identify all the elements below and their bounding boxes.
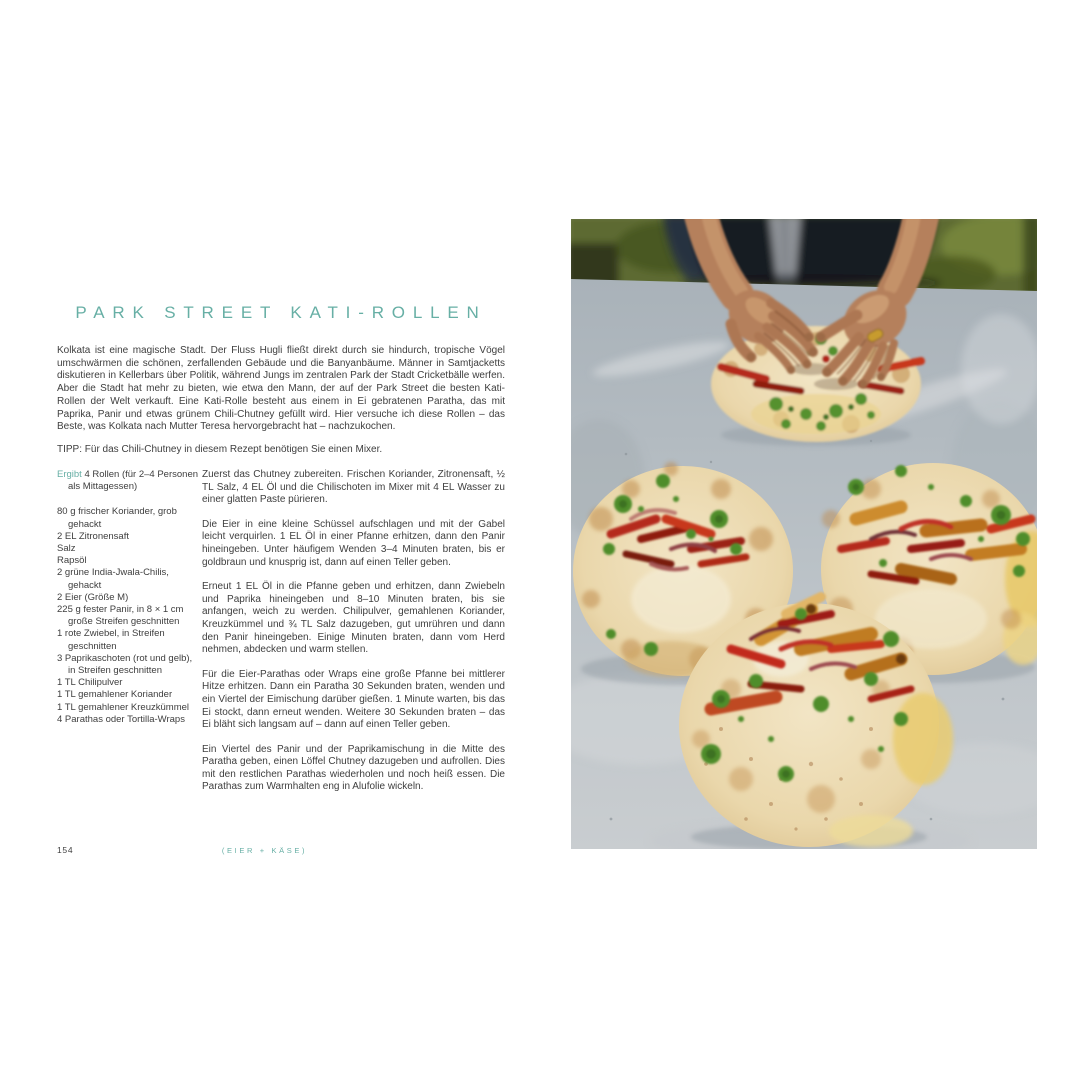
method-paragraph: Für die Eier-Parathas oder Wraps eine große Pfanne bei mittlerer Hitze erhitzen. Dann ein Paratha 30 Sekunden braten, wenden und ein Viertel der Eimischung darüber gießen. 1 Minute warten, bis das Ei stockt, dann erneut wenden. Weitere 30 Sekunden braten – das Ei bläht sich langsam auf – dann auf einen Teller geben.	[202, 668, 505, 731]
left-page	[57, 0, 505, 1071]
ingredient-item: 2 EL Zitronensaft	[57, 530, 129, 542]
tip-note: TIPP: Für das Chili-Chutney in diesem Rezept benötigen Sie einen Mixer.	[57, 444, 383, 455]
kati-rollen-food-photo	[571, 219, 1037, 849]
food-photo-illustration	[571, 219, 1037, 849]
method-paragraph: Zuerst das Chutney zubereiten. Frischen Koriander, Zitronensaft, ½ TL Salz, 4 EL Öl und die Chilischoten im Mixer mit 4 EL Wasser zu einer glatten Paste pürieren.	[202, 469, 505, 506]
yield-label: Ergibt	[57, 469, 82, 480]
method-column	[202, 469, 505, 806]
ingredient-item: 1 rote Zwiebel, in Streifen geschnitten	[57, 628, 165, 652]
method-paragraph: Die Eier in eine kleine Schüssel aufschlagen und mit der Gabel leicht verquirlen. 1 EL Öl in einer Pfanne erhitzen, dann den Panir hineingeben. Unter häufigem Wenden 3–4 Minuten braten, bis er goldbraun und knusprig ist, dann auf einen Teller geben.	[202, 518, 505, 568]
ingredient-item: 225 g fester Panir, in 8 × 1 cm große Streifen geschnitten	[57, 604, 184, 628]
ingredient-item: 4 Parathas oder Tortilla-Wraps	[57, 713, 185, 725]
ingredient-item: 1 TL Chilipulver	[57, 677, 123, 689]
ingredient-item: 1 TL gemahlener Koriander	[57, 689, 173, 701]
ingredient-item: 3 Paprikaschoten (rot und gelb), in Streifen geschnitten	[57, 652, 193, 677]
ingredient-item: 2 grüne India-Jwala-Chilis, gehackt	[57, 567, 169, 591]
yield-line	[57, 469, 199, 493]
page-title: PARK STREET KATI-ROLLEN	[75, 303, 487, 323]
ingredients-column	[57, 469, 199, 726]
intro-paragraph: Kolkata ist eine magische Stadt. Der Fluss Hugli fließt direkt durch sie hindurch, tropische Vögel umschwärmen die schönen, zerfallenden Gebäude und die Banyanbäume. Männer in Samtjacketts diskutieren in Kellerbars über Politik, während Jungs im zentralen Park der Stadt Cricketbälle werfen. Aber die Stadt hat mehr zu bieten, wie etwa den Mann, der auf der Park Street die besten Kati-Rollen der Welt verkauft. Eine Kati-Rolle besteht aus einem in Ei gebratenen Paratha, das mit Paprika, Panir und etwas grünem Chili-Chutney gefüllt wird. Hier versuche ich diese Rollen – das Beste, was Kolkata nach Mutter Teresa hervorgebracht hat – nachzukochen.	[57, 345, 505, 433]
method-paragraph: Ein Viertel des Panir und der Paprikamischung in die Mitte des Paratha geben, einen Löffel Chutney dazugeben und aufrollen. Dies mit den restlichen Parathas wiederholen und noch heiß essen. Die Parathas zum Warmhalten eng in Alufolie wickeln.	[202, 743, 505, 793]
method-paragraph: Erneut 1 EL Öl in die Pfanne geben und erhitzen, dann Zwiebeln und Paprika hineingeben und 8–10 Minuten braten, bis sie anfangen, weich zu werden. Chilipulver, gemahlenen Koriander, Kreuzkümmel und ¾ TL Salz dazugeben, gut umrühren und dann den Panir hineingeben. Einige Minuten braten, dann vom Herd nehmen, abdecken und warm stellen.	[202, 581, 505, 656]
section-label: (EIER + KÄSE)	[221, 846, 308, 855]
ingredients-list	[57, 506, 199, 726]
page-number: 154	[57, 845, 74, 855]
ingredient-item: 80 g frischer Koriander, grob gehackt	[57, 506, 177, 530]
ingredient-item: 1 TL gemahlener Kreuzkümmel	[57, 701, 190, 713]
ingredient-item: 2 Eier (Größe M)	[57, 591, 129, 603]
ingredient-item: Salz	[57, 543, 76, 555]
yield-text: 4 Rollen (für 2–4 Personen als Mittagessen)	[68, 469, 199, 493]
ingredient-item: Rapsöl	[57, 555, 87, 567]
